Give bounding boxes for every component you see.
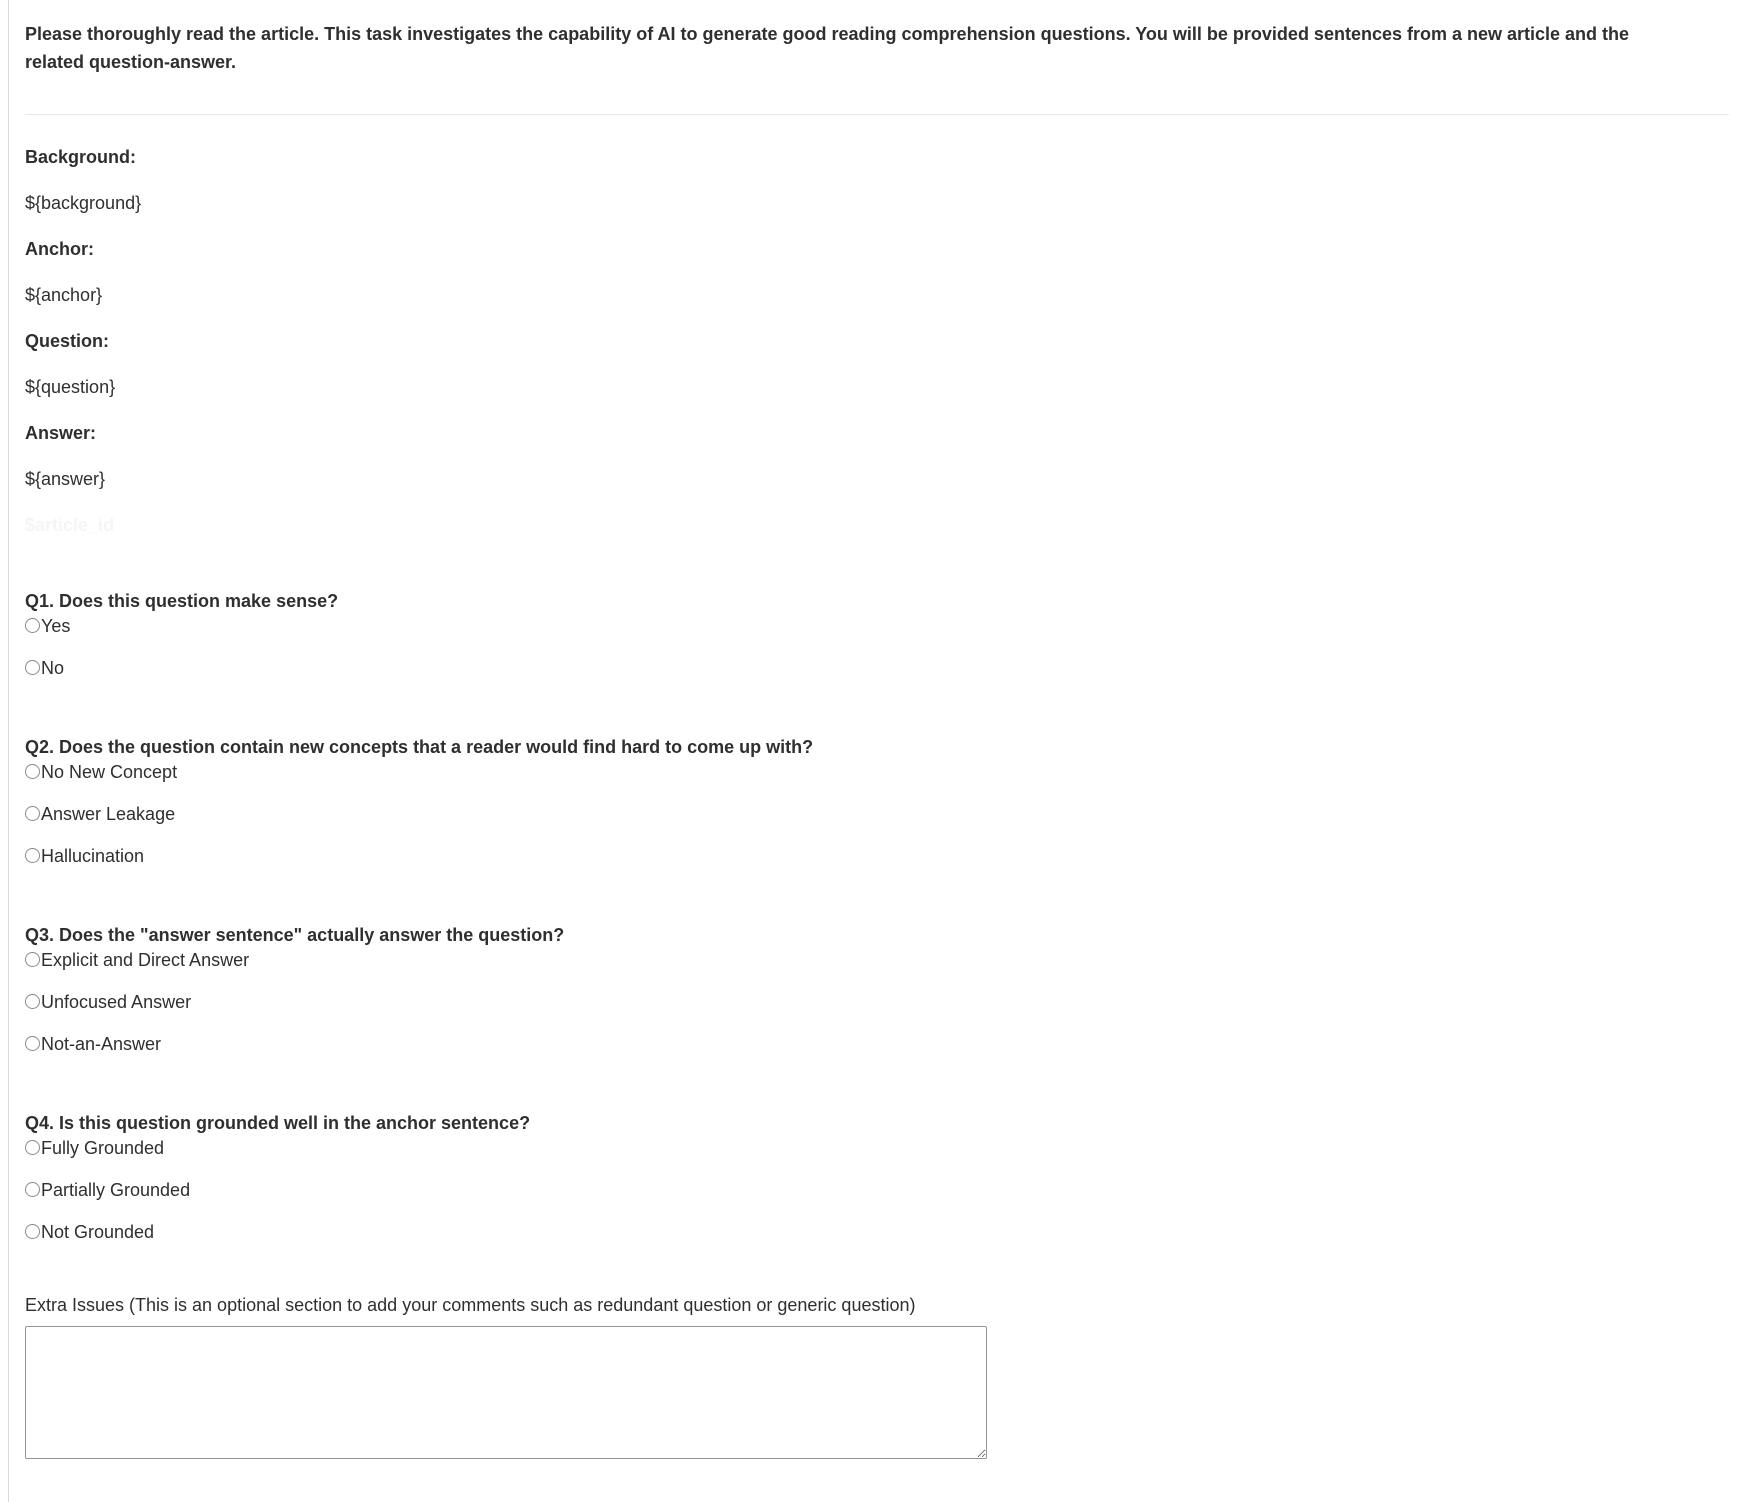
q1-option-yes bbox=[25, 612, 1729, 640]
task-container bbox=[8, 0, 1748, 1502]
q3-explicit-direct-radio[interactable] bbox=[25, 952, 40, 967]
q1-no-label: No bbox=[41, 658, 65, 678]
extra-issues-section bbox=[25, 1294, 1729, 1459]
q2-option-hallucination bbox=[25, 842, 1729, 870]
q3-not-an-answer-label: Not-an-Answer bbox=[41, 1034, 162, 1054]
q4-option-not-grounded bbox=[25, 1218, 1729, 1246]
question-block-q1 bbox=[25, 590, 1729, 682]
anchor-label: Anchor: bbox=[25, 239, 94, 259]
question-block-q2 bbox=[25, 736, 1729, 870]
q1-option-no bbox=[25, 654, 1729, 682]
question-value: ${question} bbox=[25, 377, 116, 397]
task-instructions: Please thoroughly read the article. This task investigates the capability of AI to generate good reading comprehension questions. You will be provided sentences from a new article and the related question-answer. bbox=[25, 24, 1630, 72]
q2-hallucination-label: Hallucination bbox=[41, 846, 145, 866]
background-label: Background: bbox=[25, 147, 137, 167]
background-value: ${background} bbox=[25, 193, 142, 213]
q3-option-not-an-answer bbox=[25, 1030, 1729, 1058]
q1-yes-label: Yes bbox=[41, 616, 71, 636]
q1-yes-radio[interactable] bbox=[25, 618, 40, 633]
q2-title: Q2. Does the question contain new concepts that a reader would find hard to come up with? bbox=[25, 737, 814, 757]
q3-explicit-direct-label: Explicit and Direct Answer bbox=[41, 950, 250, 970]
q3-unfocused-radio[interactable] bbox=[25, 994, 40, 1009]
q2-option-no-new-concept bbox=[25, 758, 1729, 786]
q3-not-an-answer-radio[interactable] bbox=[25, 1036, 40, 1051]
question-block-q4 bbox=[25, 1112, 1729, 1246]
anchor-value: ${anchor} bbox=[25, 285, 103, 305]
q4-partially-grounded-radio[interactable] bbox=[25, 1182, 40, 1197]
q2-hallucination-radio[interactable] bbox=[25, 848, 40, 863]
q4-option-partially-grounded bbox=[25, 1176, 1729, 1204]
q2-no-new-concept-label: No New Concept bbox=[41, 762, 178, 782]
q2-option-answer-leakage bbox=[25, 800, 1729, 828]
article-id-hidden-text: $article_id bbox=[25, 515, 115, 535]
q2-no-new-concept-radio[interactable] bbox=[25, 764, 40, 779]
q4-not-grounded-label: Not Grounded bbox=[41, 1222, 155, 1242]
q2-answer-leakage-radio[interactable] bbox=[25, 806, 40, 821]
q4-not-grounded-radio[interactable] bbox=[25, 1224, 40, 1239]
question-label: Question: bbox=[25, 331, 109, 351]
q1-title: Q1. Does this question make sense? bbox=[25, 591, 339, 611]
question-block-q3 bbox=[25, 924, 1729, 1058]
answer-value: ${answer} bbox=[25, 469, 106, 489]
q4-title: Q4. Is this question grounded well in the anchor sentence? bbox=[25, 1113, 531, 1133]
q3-title: Q3. Does the "answer sentence" actually answer the question? bbox=[25, 925, 565, 945]
q3-option-unfocused bbox=[25, 988, 1729, 1016]
answer-label: Answer: bbox=[25, 423, 97, 443]
q1-no-radio[interactable] bbox=[25, 660, 40, 675]
q3-unfocused-label: Unfocused Answer bbox=[41, 992, 192, 1012]
extra-issues-label: Extra Issues (This is an optional section to add your comments such as redundant question or generic question) bbox=[25, 1295, 916, 1315]
q4-fully-grounded-label: Fully Grounded bbox=[41, 1138, 165, 1158]
extra-issues-textarea[interactable] bbox=[25, 1326, 987, 1459]
q2-answer-leakage-label: Answer Leakage bbox=[41, 804, 176, 824]
q4-partially-grounded-label: Partially Grounded bbox=[41, 1180, 191, 1200]
q4-fully-grounded-radio[interactable] bbox=[25, 1140, 40, 1155]
q3-option-explicit-direct bbox=[25, 946, 1729, 974]
q4-option-fully-grounded bbox=[25, 1134, 1729, 1162]
section-divider bbox=[25, 114, 1729, 115]
